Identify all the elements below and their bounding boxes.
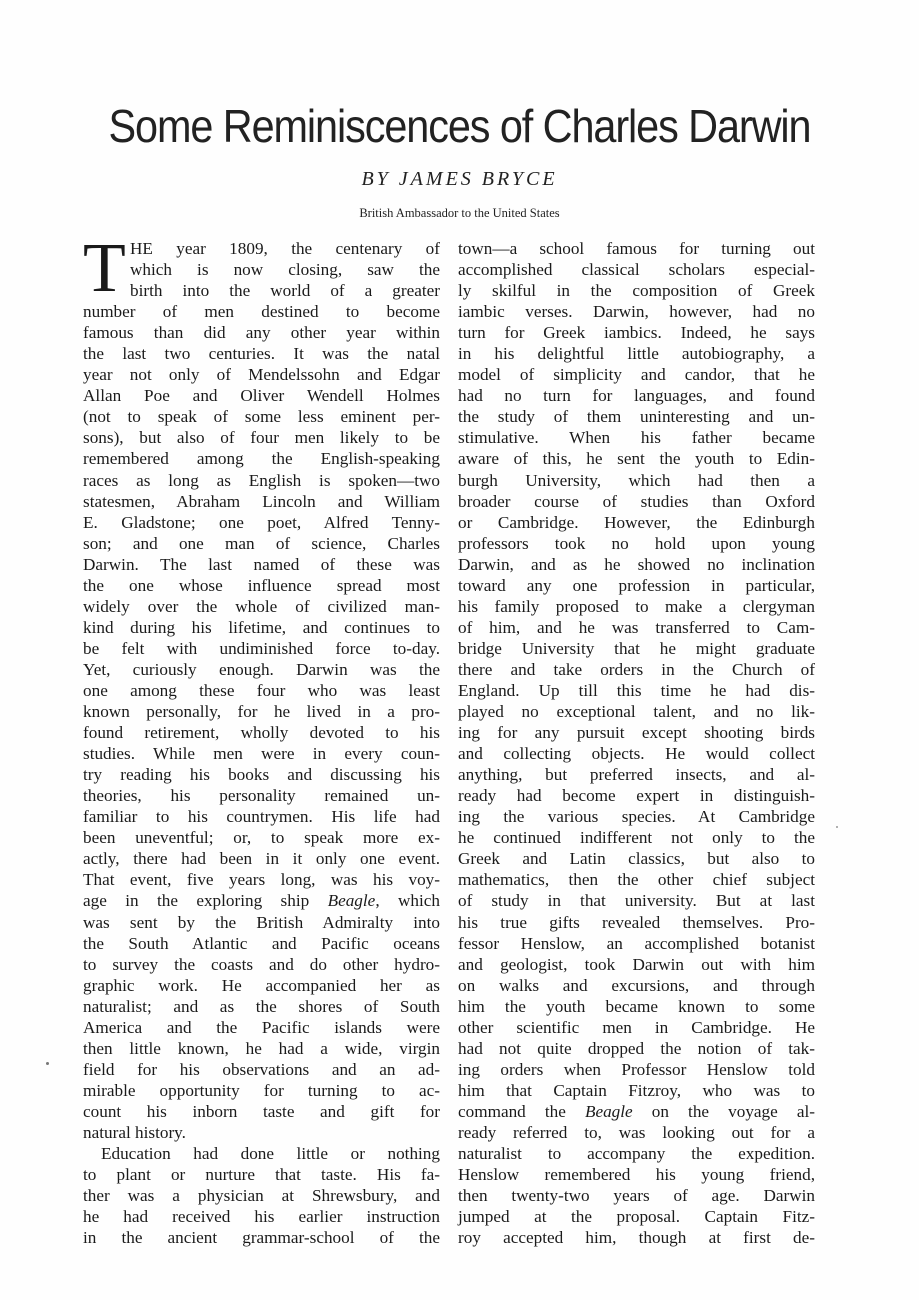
text-line: found retirement, wholly devoted to his bbox=[83, 723, 440, 743]
text-line: Allan Poe and Oliver Wendell Holmes bbox=[83, 386, 440, 406]
text-line: accomplished classical scholars especial- bbox=[458, 260, 815, 280]
text-line: and collecting objects. He would collect bbox=[458, 744, 815, 764]
text-line: command the Beagle on the voyage al- bbox=[458, 1101, 815, 1121]
text-line: number of men destined to become bbox=[83, 302, 440, 322]
text-line: ing the various species. At Cambridge bbox=[458, 807, 815, 827]
text-line: ly skilful in the composition of Greek bbox=[458, 281, 815, 301]
text-line: be felt with undiminished force to-day. bbox=[83, 638, 440, 658]
text-line: then twenty-two years of age. Darwin bbox=[458, 1186, 815, 1206]
text-line: of study in that university. But at last bbox=[458, 891, 815, 911]
text-line: natural history. bbox=[83, 1122, 186, 1142]
article-title: Some Reminiscences of Charles Darwin bbox=[108, 100, 811, 152]
text-line: which is now closing, saw the bbox=[130, 260, 440, 280]
text-line: turn for Greek iambics. Indeed, he says bbox=[458, 323, 815, 343]
text-line: other scientific men in Cambridge. He bbox=[458, 1017, 815, 1037]
text-line: his family proposed to make a clergyman bbox=[458, 596, 815, 616]
text-line: been uneventful; or, to speak more ex- bbox=[83, 828, 440, 848]
text-line: ready referred to, was looking out for a bbox=[458, 1122, 815, 1142]
text-line: his true gifts revealed themselves. Pro- bbox=[458, 912, 815, 932]
text-line: and geologist, took Darwin out with him bbox=[458, 954, 815, 974]
text-line: Henslow remembered his young friend, bbox=[458, 1165, 815, 1185]
text-line: him the youth became known to some bbox=[458, 996, 815, 1016]
italic-ship-name: Beagle bbox=[327, 891, 376, 911]
text-line: count his inborn taste and gift for bbox=[83, 1101, 440, 1121]
text-line: he had received his earlier instruction bbox=[83, 1207, 440, 1227]
text-line: Darwin, and as he showed no inclination bbox=[458, 554, 815, 574]
text-line: fessor Henslow, an accomplished botanist bbox=[458, 933, 815, 953]
text-line: known personally, for he lived in a pro- bbox=[83, 702, 440, 722]
text-line: of him, and he was transferred to Cam- bbox=[458, 617, 815, 637]
text-line: the last two centuries. It was the natal bbox=[83, 344, 440, 364]
text-column-left bbox=[83, 230, 440, 1248]
text-line: famous than did any other year within bbox=[83, 323, 440, 343]
text-line: naturalist to accompany the expedition. bbox=[458, 1144, 815, 1164]
text-line: then little known, he had a wide, virgin bbox=[83, 1038, 440, 1058]
text-line: Yet, curiously enough. Darwin was the bbox=[83, 659, 440, 679]
text-line: had not quite dropped the notion of tak- bbox=[458, 1038, 815, 1058]
text-line: model of simplicity and candor, that he bbox=[458, 365, 815, 385]
text-line: jumped at the proposal. Captain Fitz- bbox=[458, 1207, 815, 1227]
text-line: the South Atlantic and Pacific oceans bbox=[83, 933, 440, 953]
text-line: widely over the whole of civilized man- bbox=[83, 596, 440, 616]
text-line: Greek and Latin classics, but also to bbox=[458, 849, 815, 869]
text-line: aware of this, he sent the youth to Edin- bbox=[458, 449, 815, 469]
text-line: him that Captain Fitzroy, who was to bbox=[458, 1080, 815, 1100]
scan-speck bbox=[836, 826, 838, 828]
text-line: or Cambridge. However, the Edinburgh bbox=[458, 512, 815, 532]
text-line: America and the Pacific islands were bbox=[83, 1017, 440, 1037]
text-line: iambic verses. Darwin, however, had no bbox=[458, 302, 815, 322]
text-line: was sent by the British Admiralty into bbox=[83, 912, 440, 932]
text-line: try reading his books and discussing his bbox=[83, 765, 440, 785]
text-line: son; and one man of science, Charles bbox=[83, 533, 440, 553]
text-line: age in the exploring ship Beagle, which bbox=[83, 891, 440, 911]
text-line: mathematics, then the other chief subject bbox=[458, 870, 815, 890]
text-line: professors took no hold upon young bbox=[458, 533, 815, 553]
text-line: broader course of studies than Oxford bbox=[458, 491, 815, 511]
text-line: actly, there had been in it only one event. bbox=[83, 849, 440, 869]
text-line: town—a school famous for turning out bbox=[458, 239, 815, 258]
text-line: England. Up till this time he had dis- bbox=[458, 680, 815, 700]
text-line: Education had done little or nothing bbox=[101, 1144, 440, 1164]
text-line: to plant or nurture that taste. His fa- bbox=[83, 1165, 440, 1185]
text-line: roy accepted him, though at first de- bbox=[458, 1228, 815, 1248]
text-line: graphic work. He accompanied her as bbox=[83, 975, 440, 995]
text-line: E. Gladstone; one poet, Alfred Tenny- bbox=[83, 512, 440, 532]
author-subtitle: British Ambassador to the United States bbox=[359, 206, 560, 220]
text-line: on walks and excursions, and through bbox=[458, 975, 815, 995]
text-line: field for his observations and an ad- bbox=[83, 1059, 440, 1079]
article-byline: BY JAMES BRYCE bbox=[361, 168, 558, 190]
text-column-right bbox=[458, 238, 815, 1248]
text-line: he continued indifferent not only to the bbox=[458, 828, 815, 848]
text-line: naturalist; and as the shores of South bbox=[83, 996, 440, 1016]
text-line: sons), but also of four men likely to be bbox=[83, 428, 440, 448]
text-line: races as long as English is spoken—two bbox=[83, 470, 440, 490]
scan-speck bbox=[46, 1062, 49, 1065]
text-line: in his delightful little autobiography, a bbox=[458, 344, 815, 364]
text-line: ther was a physician at Shrewsbury, and bbox=[83, 1186, 440, 1206]
text-line: familiar to his countrymen. His life had bbox=[83, 807, 440, 827]
text-line: kind during his lifetime, and continues to bbox=[83, 617, 440, 637]
text-line: had no turn for languages, and found bbox=[458, 386, 815, 406]
text-line: one among these four who was least bbox=[83, 680, 440, 700]
text-line: statesmen, Abraham Lincoln and William bbox=[83, 491, 440, 511]
text-line: That event, five years long, was his voy- bbox=[83, 870, 440, 890]
text-line: HE year 1809, the centenary of bbox=[130, 239, 440, 258]
text-line: there and take orders in the Church of bbox=[458, 659, 815, 679]
text-line: toward any one profession in particular, bbox=[458, 575, 815, 595]
text-line: Darwin. The last named of these was bbox=[83, 554, 440, 574]
text-line: played no exceptional talent, and no lik- bbox=[458, 702, 815, 722]
text-line: in the ancient grammar-school of the bbox=[83, 1228, 440, 1248]
text-line: the one whose influence spread most bbox=[83, 575, 440, 595]
text-line: (not to speak of some less eminent per- bbox=[83, 407, 440, 427]
text-line: ready had become expert in distinguish- bbox=[458, 786, 815, 806]
text-line: ing orders when Professor Henslow told bbox=[458, 1059, 815, 1079]
text-line: to survey the coasts and do other hydro- bbox=[83, 954, 440, 974]
text-line: burgh University, which had then a bbox=[458, 470, 815, 490]
drop-cap: T bbox=[83, 230, 126, 307]
text-line: anything, but preferred insects, and al- bbox=[458, 765, 815, 785]
text-line: the study of them uninteresting and un- bbox=[458, 407, 815, 427]
text-line: ing for any pursuit except shooting birds bbox=[458, 723, 815, 743]
text-line: stimulative. When his father became bbox=[458, 428, 815, 448]
text-line: remembered among the English-speaking bbox=[83, 449, 440, 469]
text-line: birth into the world of a greater bbox=[130, 281, 440, 301]
text-line: studies. While men were in every coun- bbox=[83, 744, 440, 764]
text-line: theories, his personality remained un- bbox=[83, 786, 440, 806]
text-line: year not only of Mendelssohn and Edgar bbox=[83, 365, 440, 385]
text-line: mirable opportunity for turning to ac- bbox=[83, 1080, 440, 1100]
text-line: bridge University that he might graduate bbox=[458, 638, 815, 658]
italic-ship-name: Beagle bbox=[584, 1101, 633, 1121]
